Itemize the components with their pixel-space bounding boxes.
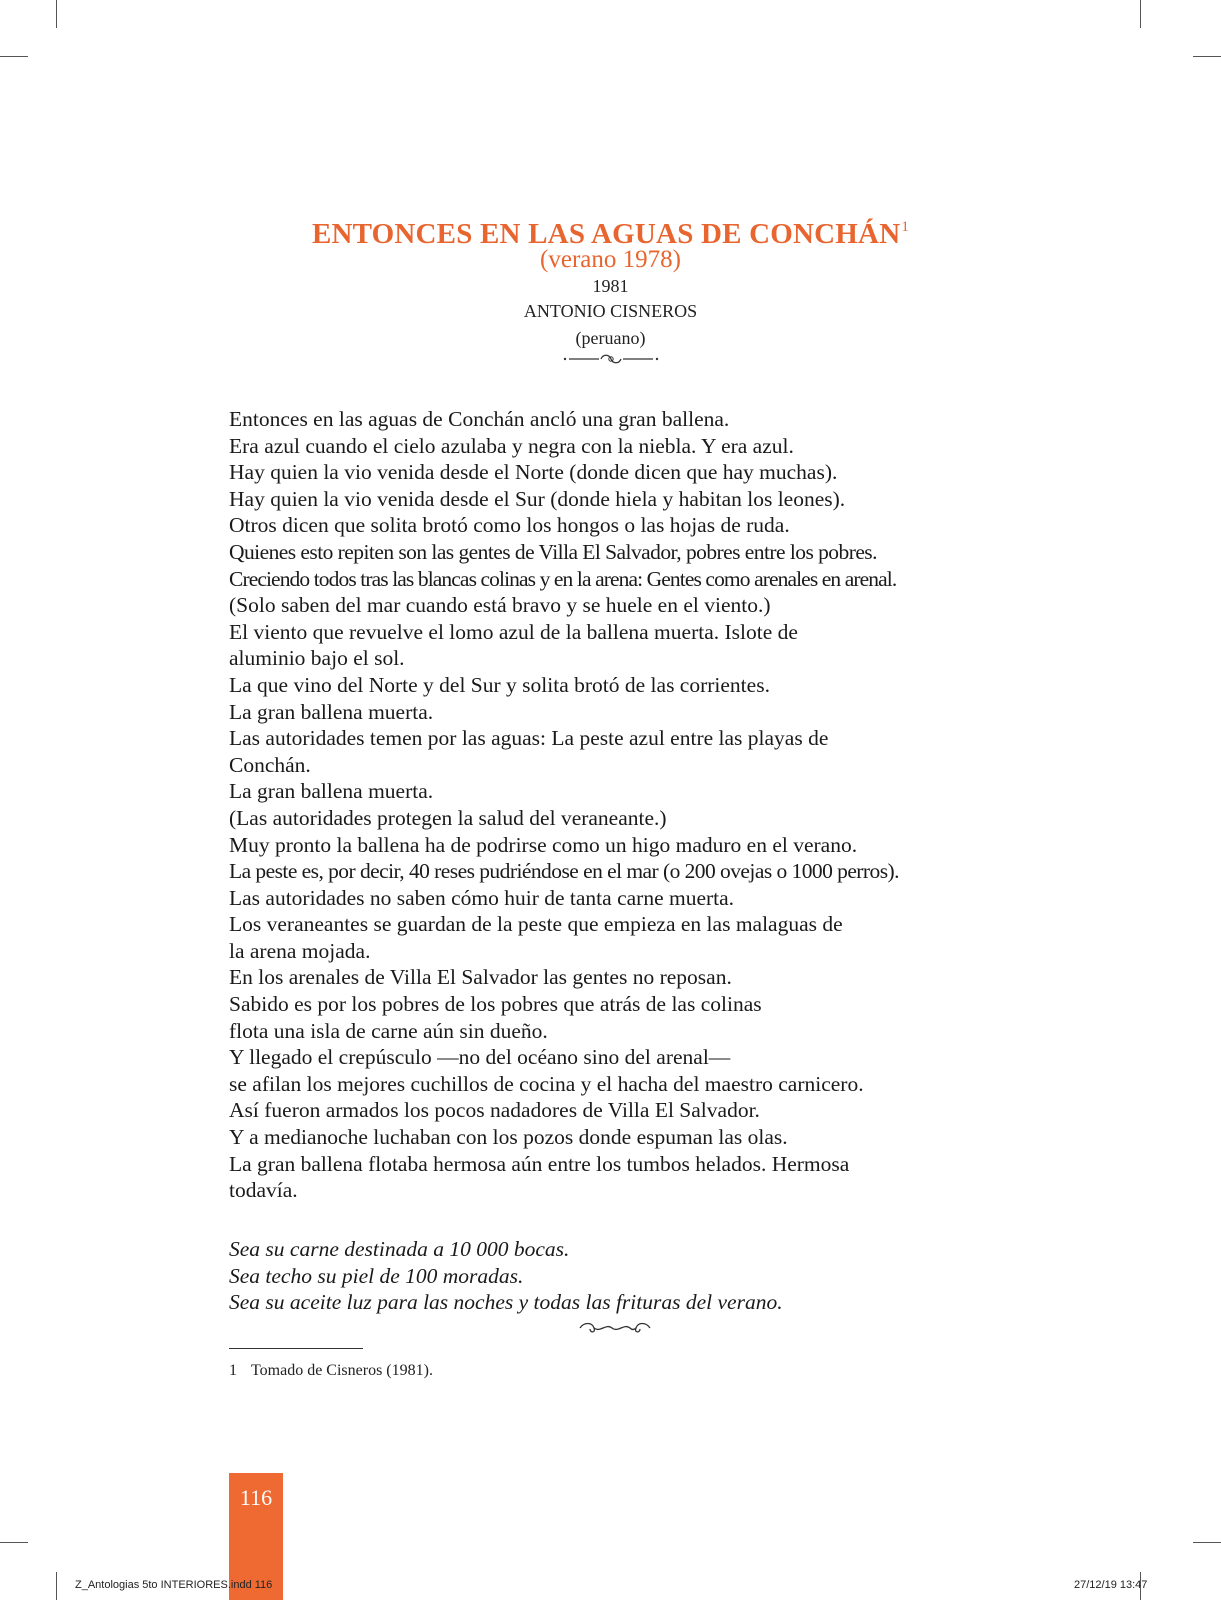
poem-line: La gran ballena muerta.: [229, 779, 434, 804]
author-name: ANTONIO CISNEROS: [523, 301, 698, 321]
poem-title-text: ENTONCES EN LAS AGUAS DE CONCHÁN: [311, 218, 901, 250]
footnote-rule: [229, 1348, 363, 1349]
closing-line: Sea techo su piel de 100 moradas.: [229, 1263, 524, 1288]
poem-line: (Las autoridades protegen la salud del veraneante.): [229, 805, 667, 830]
poem-line: la arena mojada.: [229, 938, 371, 963]
closing-line: Sea su aceite luz para las noches y todas las frituras del verano.: [229, 1290, 783, 1315]
crop-mark: [56, 1572, 57, 1600]
poem-line: Y a medianoche luchaban con los pozos donde espuman las olas.: [229, 1125, 788, 1150]
poem-line: Conchán.: [229, 752, 311, 777]
poem-line: La gran ballena muerta.: [229, 699, 434, 724]
poem-line: todavía.: [229, 1178, 298, 1203]
poem-line: La gran ballena flotaba hermosa aún entre los tumbos helados. Hermosa: [229, 1151, 850, 1176]
poem-line: (Solo saben del mar cuando está bravo y se huele en el viento.): [229, 593, 771, 618]
date-slug: 27/12/19 13:47: [1074, 1579, 1148, 1591]
poem-line: El viento que revuelve el lomo azul de la ballena muerta. Islote de: [229, 619, 798, 644]
crop-mark: [1193, 1542, 1221, 1543]
poem-line: Las autoridades no saben cómo huir de tanta carne muerta.: [229, 885, 735, 910]
poem-line: Entonces en las aguas de Conchán ancló una gran ballena.: [229, 407, 730, 431]
author-nationality: (peruano): [575, 328, 646, 348]
footnote-text: Tomado de Cisneros (1981).: [251, 1362, 433, 1379]
file-slug: Z_Antologias 5to INTERIORES.indd 116: [75, 1579, 273, 1591]
poem-line: Hay quien la vio venida desde el Sur (donde hiela y habitan los leones).: [229, 486, 846, 511]
flourish-ornament-icon: [563, 352, 659, 366]
poem-line: Así fueron armados los pocos nadadores de Villa El Salvador.: [229, 1098, 760, 1123]
footnote-reference: 1: [901, 219, 910, 235]
poem-line: Creciendo todos tras las blancas colinas y en la arena: Gentes como arenales en arenal.: [229, 566, 897, 591]
crop-mark: [0, 1542, 28, 1543]
crop-mark: [1193, 56, 1221, 57]
poem-line: La peste es, por decir, 40 reses pudriéndose en el mar (o 200 ovejas o 1000 perros).: [229, 859, 899, 884]
end-flourish-icon: [576, 1321, 654, 1335]
crop-mark: [0, 56, 28, 57]
footnote-number: 1: [229, 1362, 237, 1379]
poem-body: [229, 406, 1009, 1204]
poem-line: La que vino del Norte y del Sur y solita brotó de las corrientes.: [229, 672, 770, 697]
poem-line: En los arenales de Villa El Salvador las gentes no reposan.: [229, 965, 732, 990]
closing-line: Sea su carne destinada a 10 000 bocas.: [229, 1237, 570, 1261]
poem-line: se afilan los mejores cuchillos de cocina y el hacha del maestro carnicero.: [229, 1071, 864, 1096]
footnote: [229, 1362, 433, 1380]
poem-subtitle: (verano 1978): [540, 246, 681, 273]
poem-line: Quienes esto repiten son las gentes de Villa El Salvador, pobres entre los pobres.: [229, 539, 877, 564]
poem-line: Otros dicen que solita brotó como los hongos o las hojas de ruda.: [229, 513, 790, 538]
poem-line: Las autoridades temen por las aguas: La peste azul entre las playas de: [229, 726, 829, 751]
poem-line: Y llegado el crepúsculo —no del océano sino del arenal—: [229, 1045, 731, 1070]
poem-line: aluminio bajo el sol.: [229, 646, 405, 671]
poem-line: Sabido es por los pobres de los pobres que atrás de las colinas: [229, 992, 762, 1017]
poem-line: Era azul cuando el cielo azulaba y negra con la niebla. Y era azul.: [229, 433, 794, 458]
page-number: 116: [239, 1485, 273, 1510]
publication-year: 1981: [592, 276, 629, 296]
poem-line: Muy pronto la ballena ha de podrirse como un higo maduro en el verano.: [229, 832, 858, 857]
poem-line: Hay quien la vio venida desde el Norte (donde dicen que hay muchas).: [229, 460, 838, 485]
closing-stanza: [229, 1236, 1009, 1316]
crop-mark: [1140, 0, 1141, 28]
crop-mark: [56, 0, 57, 28]
poem-line: flota una isla de carne aún sin dueño.: [229, 1018, 548, 1043]
poem-line: Los veraneantes se guardan de la peste que empieza en las malaguas de: [229, 912, 843, 937]
